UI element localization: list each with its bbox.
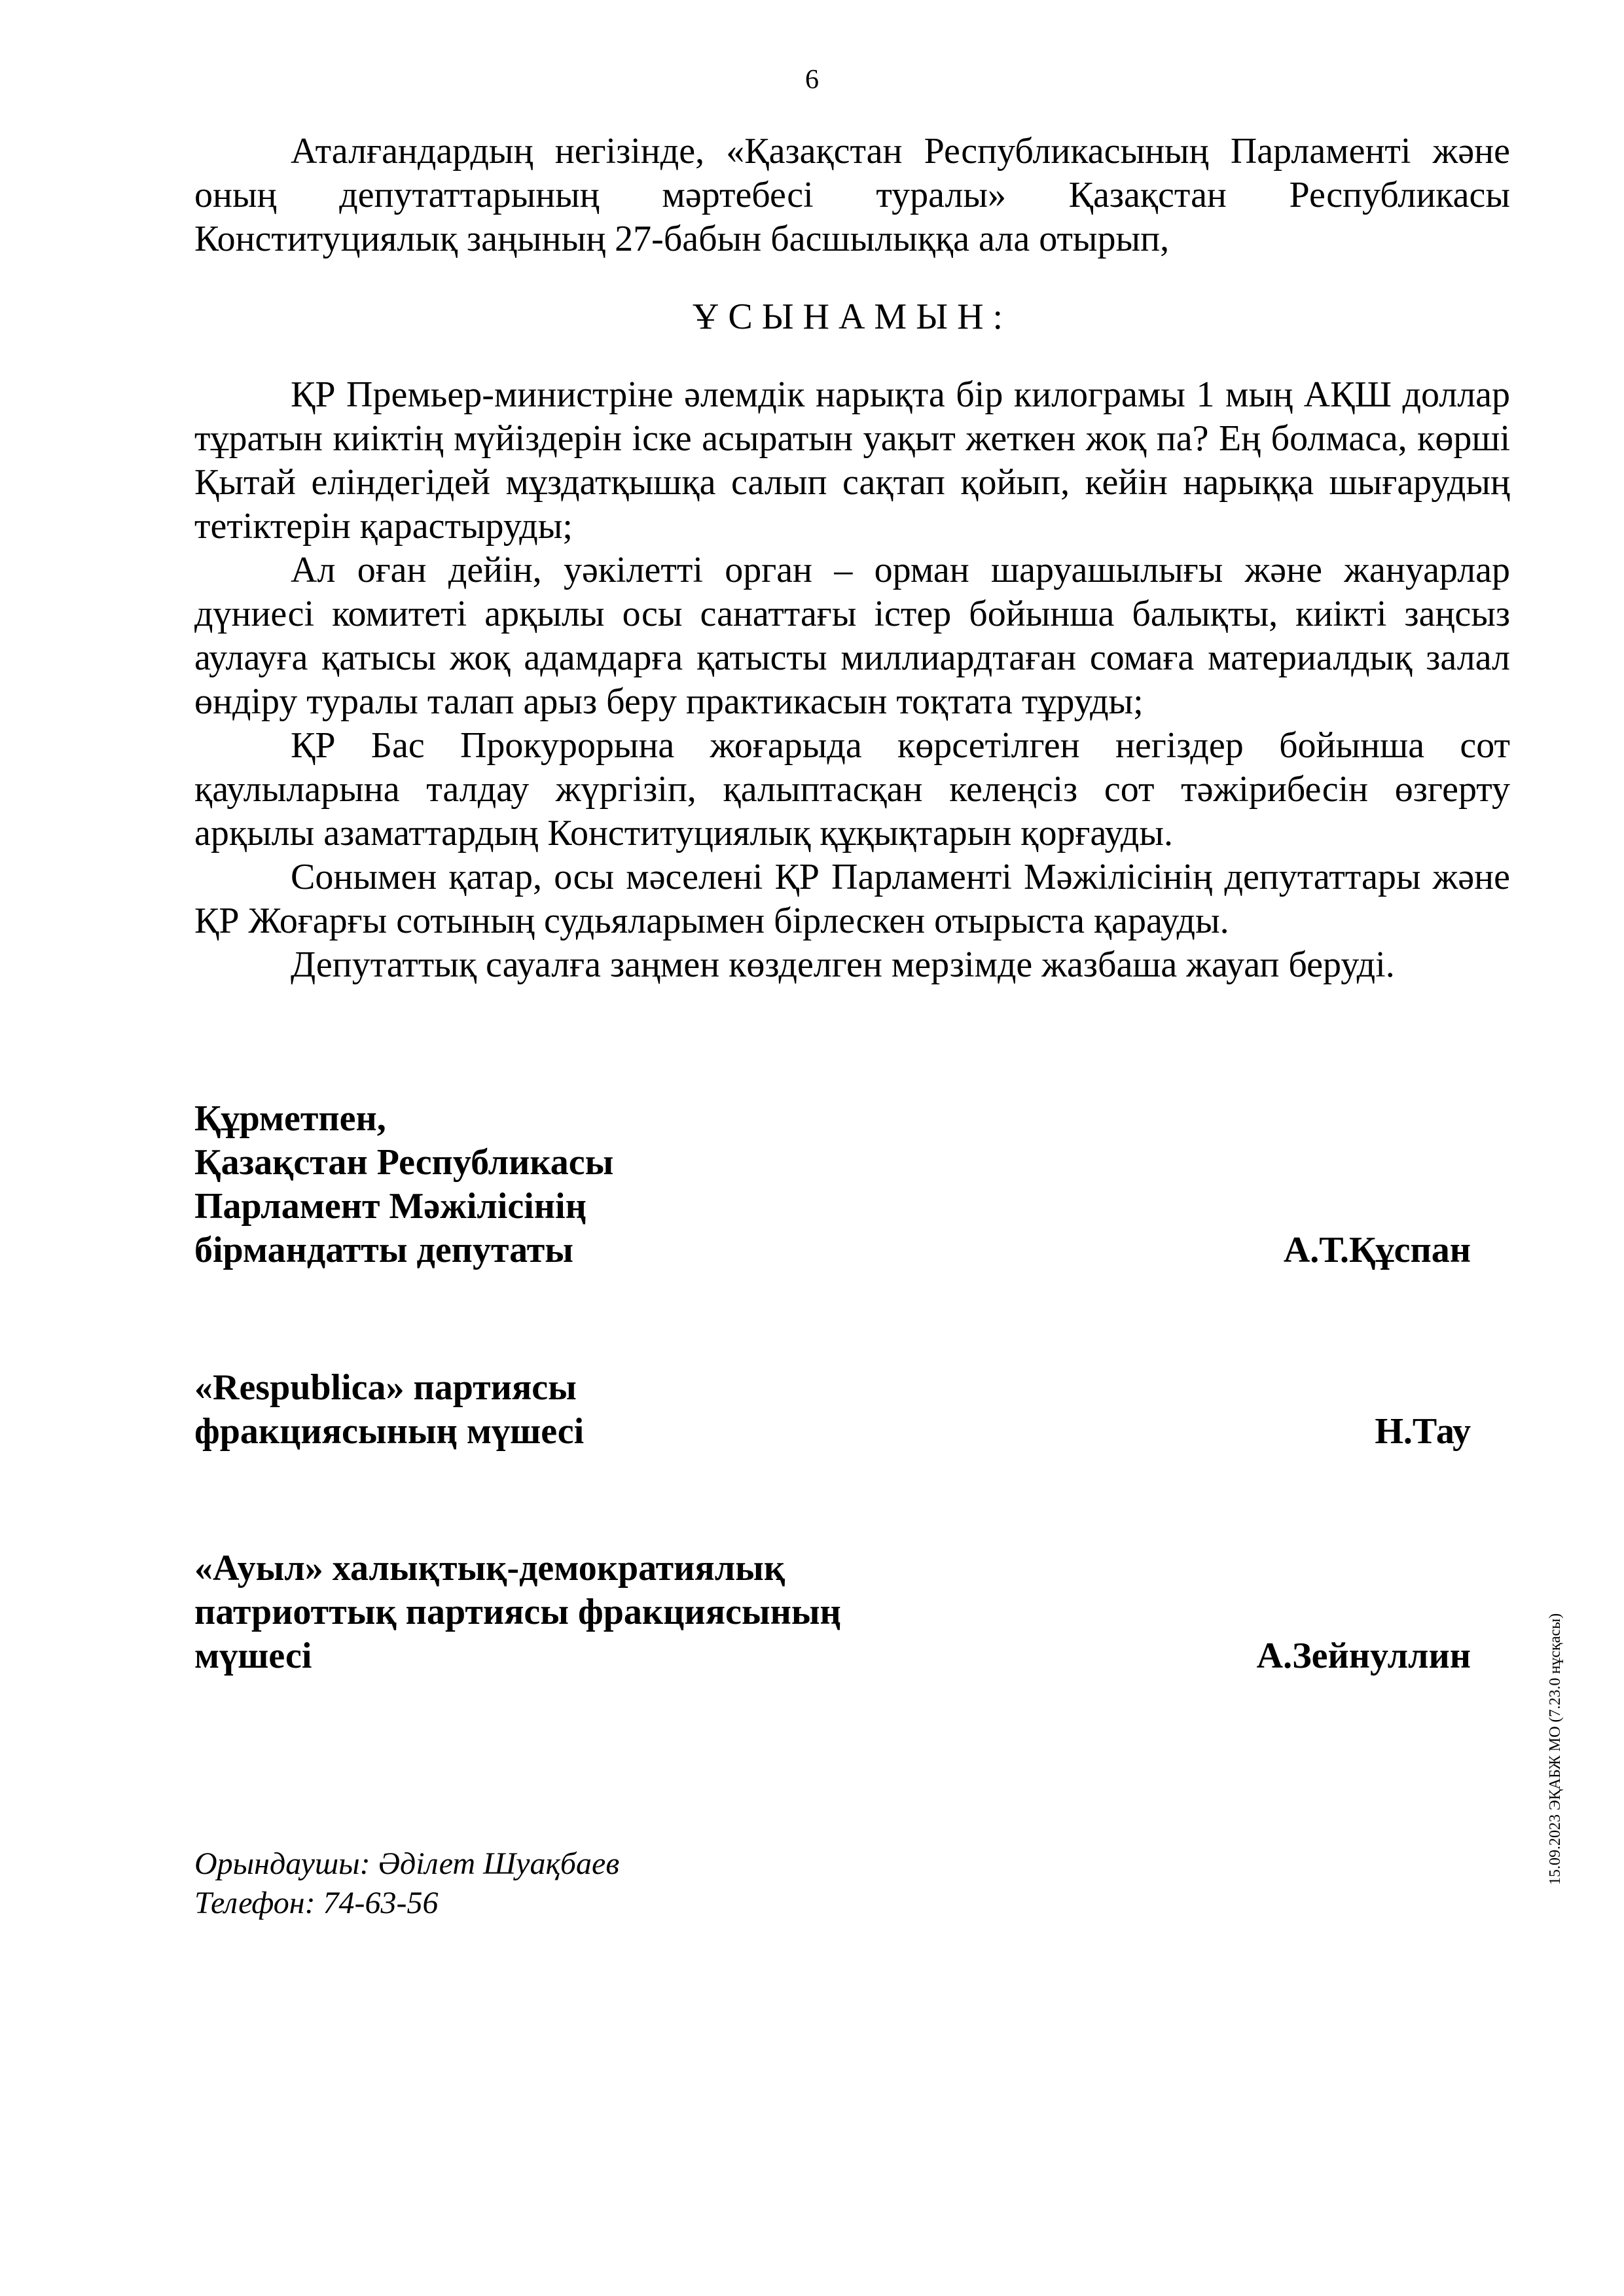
- signature-block-1: [194, 1097, 1471, 1272]
- signatory-name: А.Зейнуллин: [1256, 1636, 1471, 1676]
- signature-line: фракциясының мүшесі: [194, 1411, 585, 1452]
- paragraph-proposal-3: ҚР Бас Прокурорына жоғарыда көрсетілген негіздер бойынша сот қаулыларына талдау жүргізіп, қалыптасқан келеңсіз сот тәжірибесін өзгерту арқылы азаматтардың Конституциялық құқықтарын қорғауды.: [194, 725, 1510, 853]
- paragraph-proposal-1: ҚР Премьер-министріне әлемдік нарықта бір килограмы 1 мың АҚШ доллар тұратын киіктің мүйіздерін іске асыратын уақыт жеткен жоқ па? Ең болмаса, көрші Қытай еліндегідей мұздатқышқа салып сақтап қойып, кейін нарыққа шығарудың тетіктерін қарастыруды;: [194, 374, 1510, 547]
- side-stamp: 15.09.2023 ЭҚАБЖ МО (7.23.0 нұсқасы): [1547, 1613, 1564, 1885]
- signature-line: Қазақстан Республикасы: [194, 1142, 614, 1183]
- signature-line: патриоттық партиясы фракциясының: [194, 1592, 841, 1632]
- paragraph-intro: Аталғандардың негізінде, «Қазақстан Республикасының Парламенті және оның депутаттарының мәртебесі туралы» Қазақстан Республикасы Конституциялық заңының 27-бабын басшылыққа ала отырып,: [194, 131, 1510, 259]
- signature-line: «Respublica» партиясы: [194, 1367, 577, 1408]
- executor-phone: Телефон: 74-63-56: [194, 1886, 439, 1920]
- signatory-name: А.Т.Құспан: [1283, 1230, 1471, 1270]
- executor-name: Орындаушы: Әділет Шуақбаев: [194, 1846, 620, 1881]
- paragraph-proposal-5: Депутаттық сауалға заңмен көзделген мерзімде жазбаша жауап беруді.: [291, 944, 1395, 985]
- executor-info: [194, 1844, 619, 1923]
- paragraph-proposal-2: Ал оған дейін, уәкілетті орган – орман шаруашылығы және жануарлар дүниесі комитеті арқылы осы санаттағы істер бойынша балықты, киікті заңсыз аулауға қатысы жоқ адамдарға қатысты миллиардтаған сомаға материалдық залал өндіру туралы талап арыз беру практикасын тоқтата тұруды;: [194, 550, 1510, 722]
- signature-block-3: [194, 1547, 1471, 1678]
- document-body: [194, 130, 1510, 987]
- signature-line: бірмандатты депутаты: [194, 1230, 573, 1270]
- signature-block-2: [194, 1366, 1471, 1454]
- section-heading: ҰСЫНАМЫН:: [692, 296, 1013, 337]
- signature-line: «Ауыл» халықтық-демократиялық: [194, 1548, 785, 1588]
- signature-line: мүшесі: [194, 1636, 312, 1676]
- paragraph-proposal-4: Сонымен қатар, осы мәселені ҚР Парламенті Мәжілісінің депутаттары және ҚР Жоғарғы сотының судьяларымен бірлескен отырыста қарауды.: [194, 857, 1510, 941]
- signatory-name: Н.Тау: [1375, 1411, 1471, 1452]
- signature-line: Парламент Мәжілісінің: [194, 1186, 586, 1227]
- signature-line: Құрметпен,: [194, 1098, 386, 1139]
- page-number: 6: [805, 65, 819, 95]
